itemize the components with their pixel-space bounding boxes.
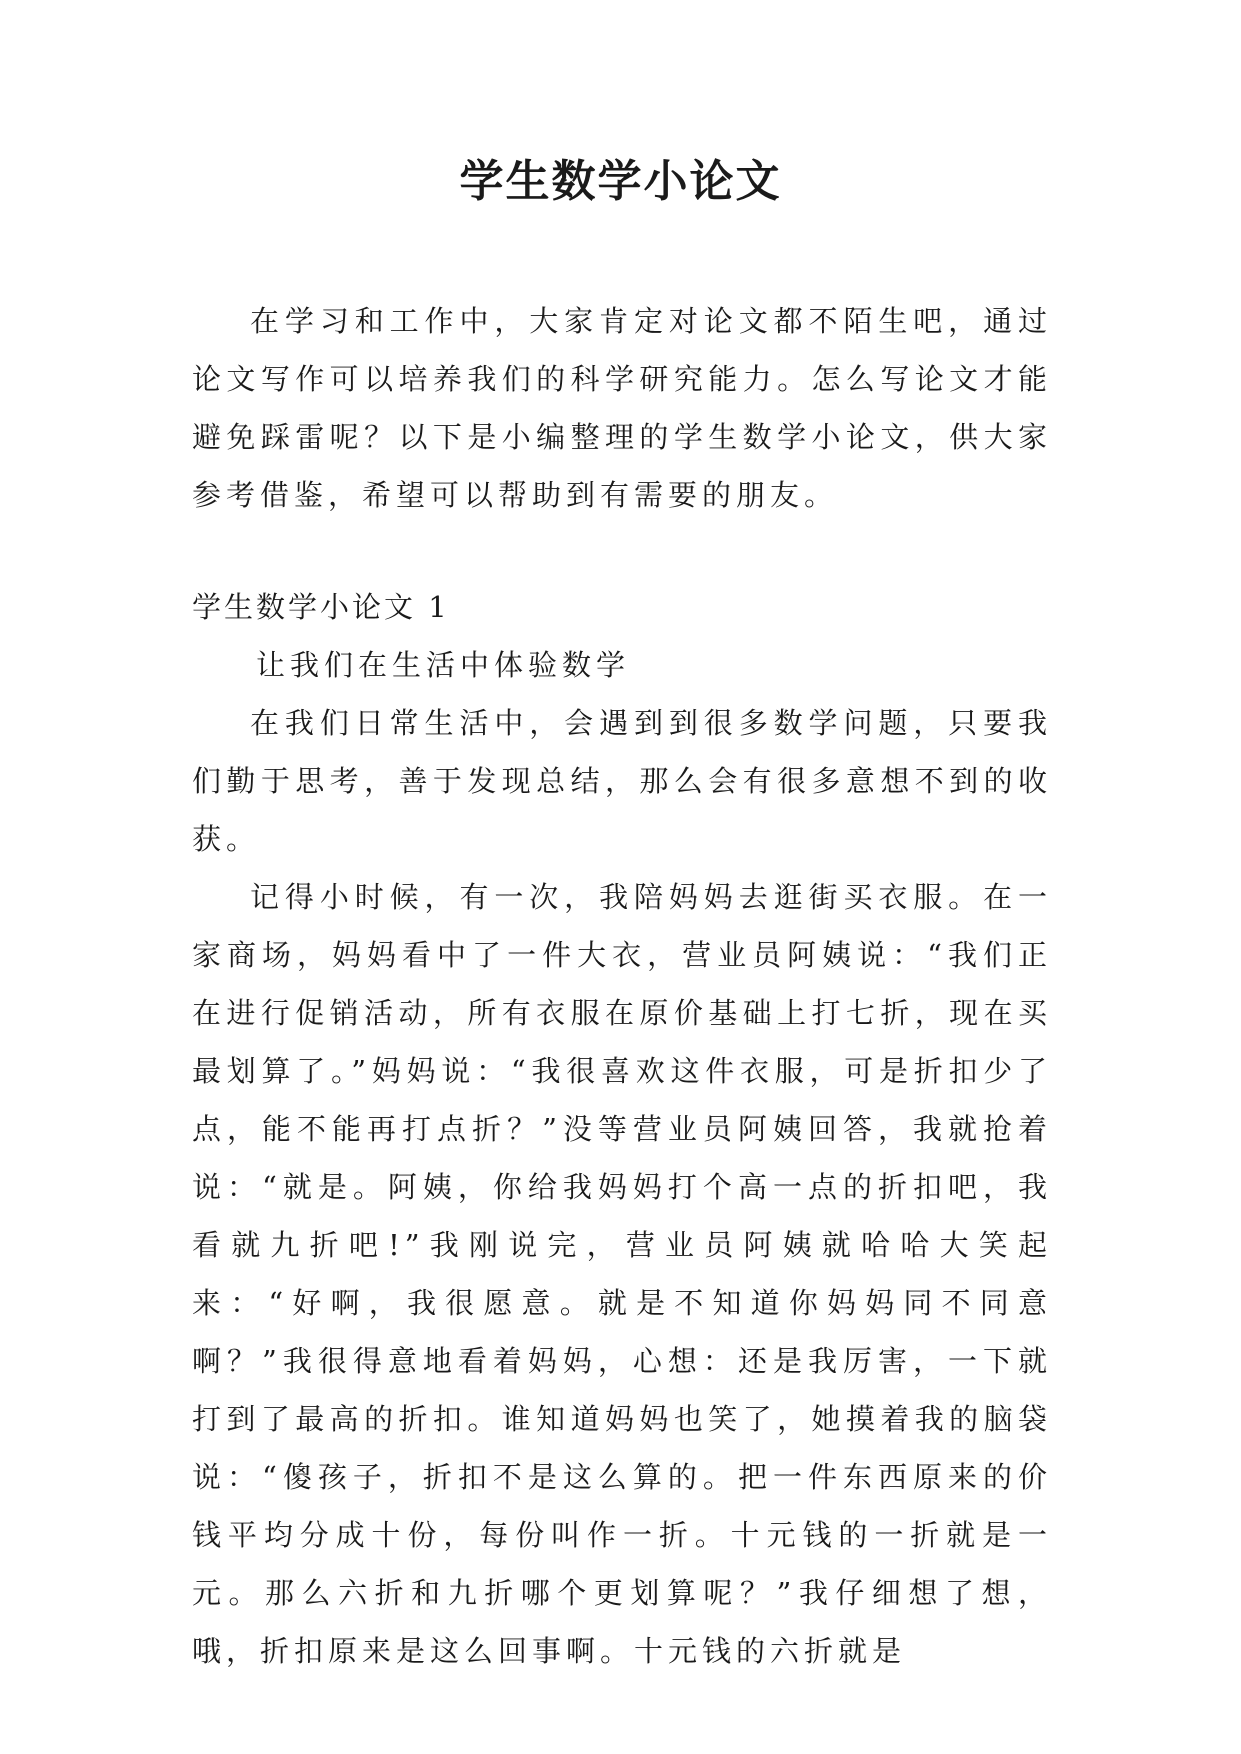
essay-title: 让我们在生活中体验数学 [256,648,631,682]
essay-body [192,694,1052,1680]
section-heading: 学生数学小论文 1 [192,590,450,624]
intro-section [192,292,1052,524]
document-title: 学生数学小论文 [459,156,782,207]
body-paragraph-1: 在我们日常生活中，会遇到到很多数学问题，只要我们勤于思考，善于发现总结，那么会有很多意想不到的收获。 [192,706,1052,856]
intro-paragraph: 在学习和工作中，大家肯定对论文都不陌生吧，通过论文写作可以培养我们的科学研究能力。怎么写论文才能避免踩雷呢？以下是小编整理的学生数学小论文，供大家参考借鉴，希望可以帮助到有需要的朋友。 [192,304,1052,512]
body-paragraph-2: 记得小时候，有一次，我陪妈妈去逛街买衣服。在一家商场，妈妈看中了一件大衣，营业员阿姨说：“我们正在进行促销活动，所有衣服在原价基础上打七折，现在买最划算了。”妈妈说：“我很喜欢这件衣服，可是折扣少了点，能不能再打点折？”没等营业员阿姨回答，我就抢着说：“就是。阿姨，你给我妈妈打个高一点的折扣吧，我看就九折吧!”我刚说完，营业员阿姨就哈哈大笑起来：“好啊，我很愿意。就是不知道你妈妈同不同意啊？”我很得意地看着妈妈，心想：还是我厉害，一下就打到了最高的折扣。谁知道妈妈也笑了，她摸着我的脑袋说：“傻孩子，折扣不是这么算的。把一件东西原来的价钱平均分成十份，每份叫作一折。十元钱的一折就是一元。那么六折和九折哪个更划算呢？”我仔细想了想，哦，折扣原来是这么回事啊。十元钱的六折就是 [192,880,1052,1668]
